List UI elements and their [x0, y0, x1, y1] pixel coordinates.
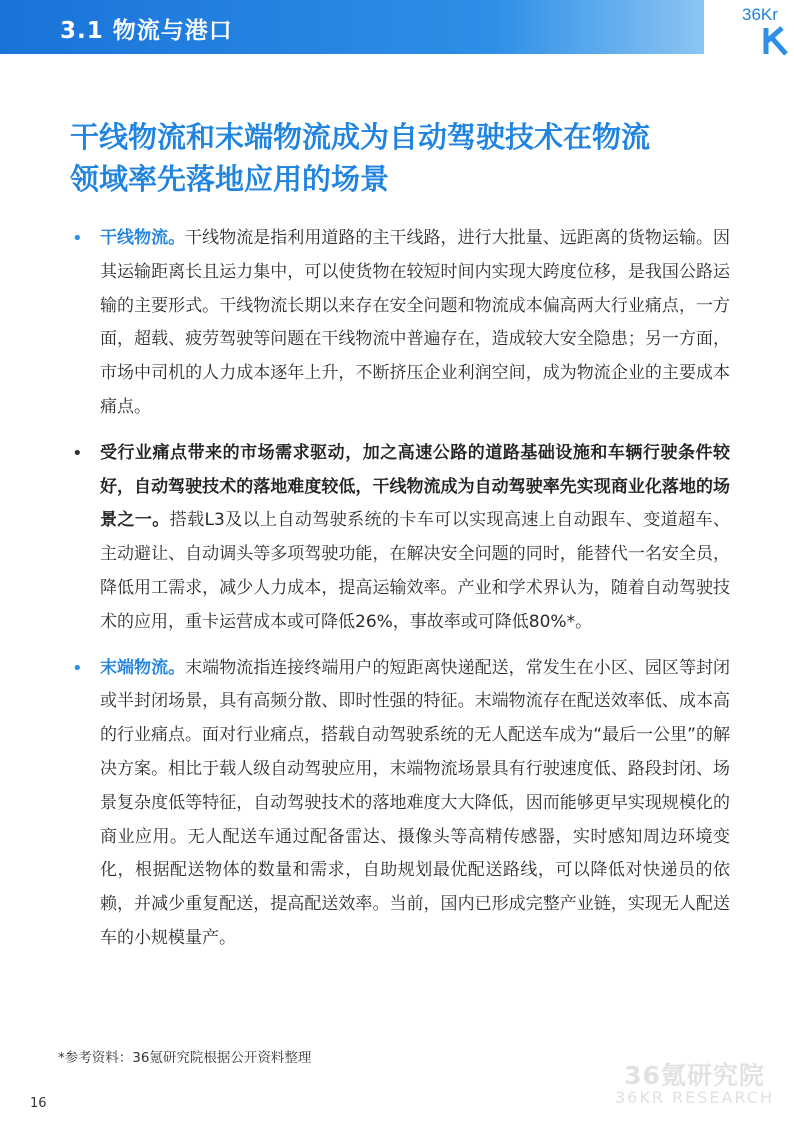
item-text: 末端物流指连接终端用户的短距离快递配送，常发生在小区、园区等封闭或半封闭场景，具有高频分散、即时性强的特征。末端物流存在配送效率低、成本高的行业痛点。面对行业痛点，搭载自动驾驶系统的无人配送车成为“最后一公里”的解决方案。相比于载人级自动驾驶应用，末端物流场景具有行驶速度低、路段封闭、场景复杂度低等特征，自动驾驶技术的落地难度大大降低，因而能够更早实现规模化的商业应用。无人配送车通过配备雷达、摄像头等高精传感器，实时感知周边环境变化，根据配送物体的数量和需求，自助规划最优配送路线，可以降低对快递员的依赖，并减少重复配送，提高配送效率。当前，国内已形成完整产业链，实现无人配送车的小规模量产。 [100, 657, 731, 948]
logo-text: 36Kr [742, 5, 778, 24]
item-lead: 末端物流。 [100, 657, 186, 678]
bullet-icon: • [72, 657, 83, 679]
bullet-icon: • [72, 228, 83, 249]
header-bar [0, 0, 704, 54]
watermark-cn: 36氪研究院 [624, 1061, 765, 1090]
list-item-trunk-logistics [72, 222, 730, 425]
item-lead: 干线物流。 [100, 228, 186, 248]
watermark [615, 1056, 774, 1107]
footnote: *参考资料：36氪研究院根据公开资料整理 [58, 1050, 312, 1066]
page-number: 16 [30, 1096, 47, 1111]
item-text: 搭载L3及以上自动驾驶系统的卡车可以实现高速上自动跟车、变道超车、主动避让、自动调头等多项驾驶功能，在解决安全问题的同时，能替代一名安全员，降低用工需求，减少人力成本，提高运输效率。产业和学术界认为，随着自动驾驶技术的应用，重卡运营成本或可降低26%，事故率或可降低80%*。 [100, 510, 730, 632]
list-item-market-demand [72, 437, 730, 640]
watermark-en: 36KR RESEARCH [614, 1088, 774, 1107]
paragraph [100, 222, 730, 425]
paragraph [100, 652, 730, 956]
title-line-2: 领域率先落地应用的场景 [70, 162, 390, 196]
page-title [70, 116, 730, 200]
content-body [72, 222, 730, 968]
36kr-logo [694, 0, 794, 56]
paragraph [100, 437, 730, 640]
list-item-last-mile-logistics [72, 652, 730, 956]
bullet-icon: • [72, 442, 83, 464]
section-title: 3.1 物流与港口 [60, 18, 233, 44]
title-line-1: 干线物流和末端物流成为自动驾驶技术在物流 [70, 120, 651, 154]
item-lead: 受行业痛点带来的市场需求驱动，加之高速公路的道路基础设施和车辆行驶条件较好，自动驾驶技术的落地难度较低，干线物流成为自动驾驶率先实现商业化落地的场景之一。 [100, 442, 730, 531]
item-text: 干线物流是指利用道路的主干线路，进行大批量、远距离的货物运输。因其运输距离长且运力集中，可以使货物在较短时间内实现大跨度位移，是我国公路运输的主要形式。干线物流长期以来存在安全问题和物流成本偏高两大行业痛点，一方面，超载、疲劳驾驶等问题在干线物流中普遍存在，造成较大安全隐患；另一方面，市场中司机的人力成本逐年上升，不断挤压企业利润空间，成为物流企业的主要成本痛点。 [100, 228, 731, 417]
